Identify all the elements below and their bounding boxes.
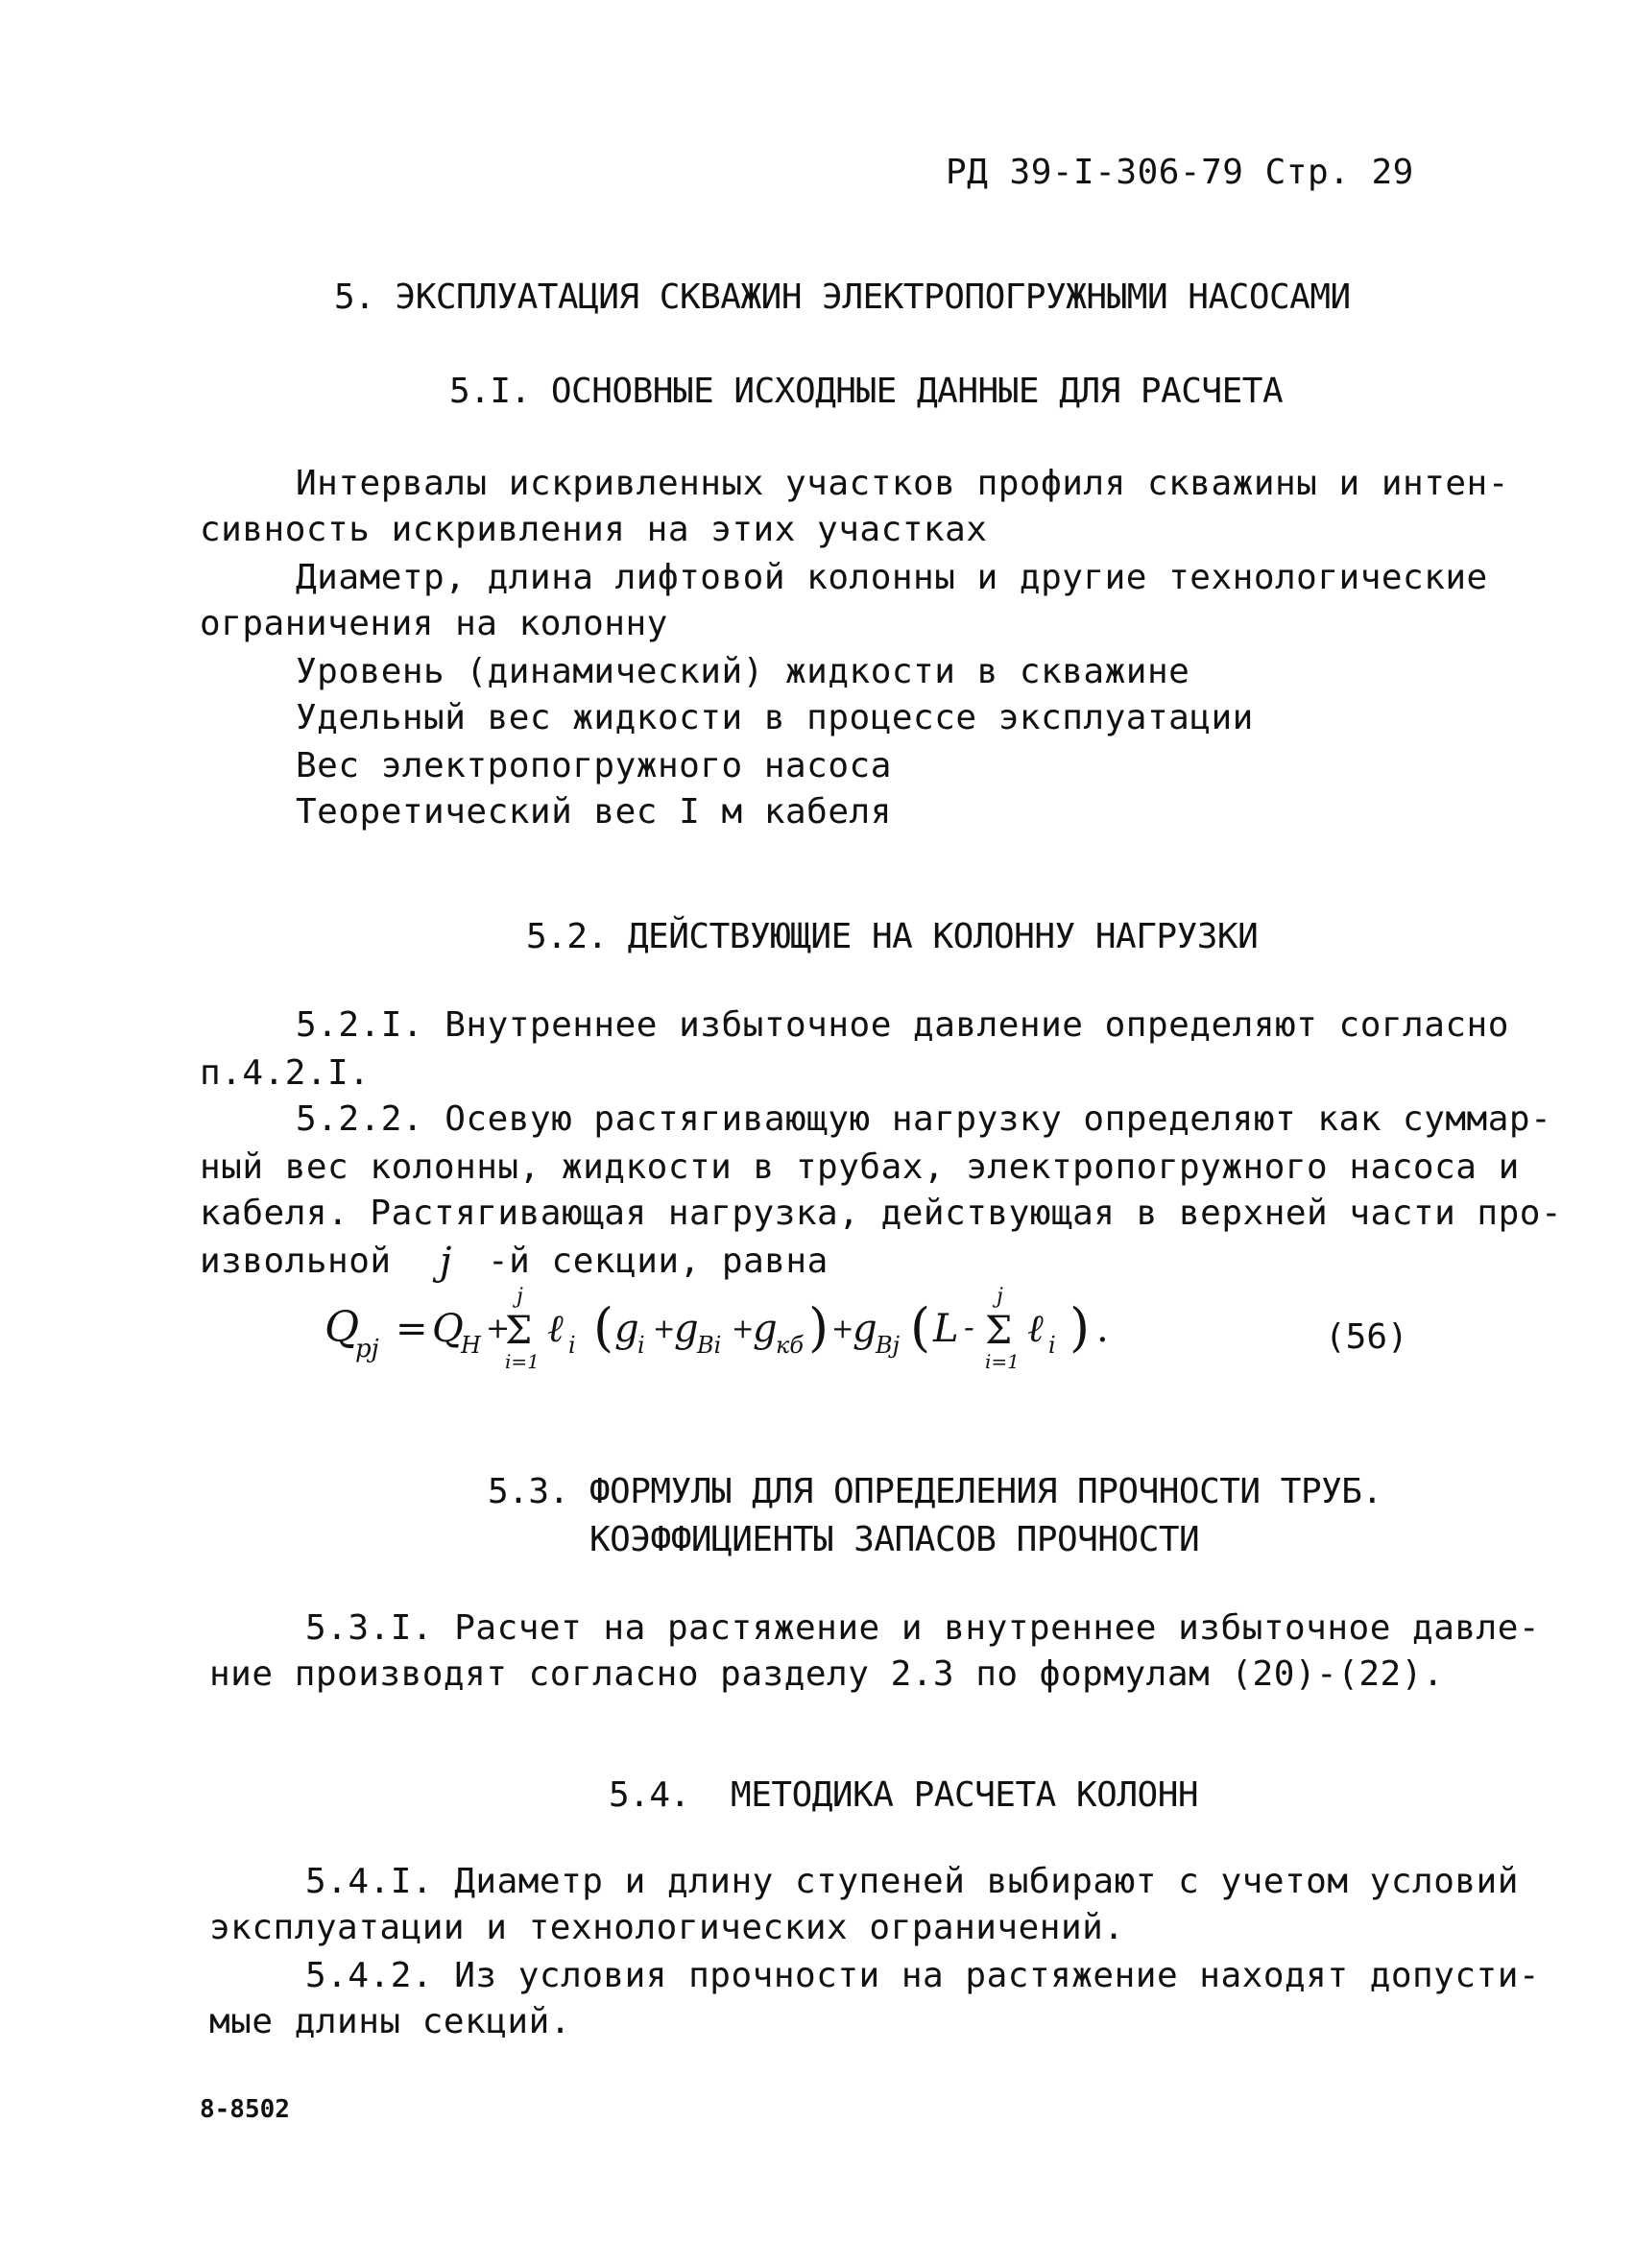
section-5-1-title: 5.I. ОСНОВНЫЕ ИСХОДНЫЕ ДАННЫЕ ДЛЯ РАСЧЕТА xyxy=(449,372,1284,411)
formula-minus: - xyxy=(964,1309,974,1345)
paragraph-line: Вес электропогружного насоса xyxy=(296,746,892,785)
formula-g1: g xyxy=(614,1307,639,1351)
equation-number: (56) xyxy=(1325,1317,1408,1357)
formula-g2: g xyxy=(674,1307,699,1351)
paragraph-line: извольной xyxy=(200,1242,392,1281)
formula-L: L xyxy=(933,1307,959,1351)
paragraph-line: ние производят согласно разделу 2.3 по формулам (20)-(22). xyxy=(209,1654,1445,1694)
formula-l: ℓ xyxy=(547,1307,564,1351)
formula-qh-sub: H xyxy=(461,1332,481,1359)
section-5-2-title: 5.2. ДЕЙСТВУЮЩИЕ НА КОЛОННУ НАГРУЗКИ xyxy=(526,917,1259,956)
paragraph-line: Диаметр, длина лифтовой колонны и другие технологические xyxy=(296,558,1488,597)
formula-dot: . xyxy=(1096,1307,1109,1351)
paragraph-line: эксплуатации и технологических ограничений. xyxy=(209,1908,1125,1947)
paragraph-line: 5.2.I. Внутреннее избыточное давление определяют согласно xyxy=(296,1005,1509,1045)
doc-reference: РД 39-I-306-79 Стр. 29 xyxy=(946,153,1414,192)
section-5-title: 5. ЭКСПЛУАТАЦИЯ СКВАЖИН ЭЛЕКТРОПОГРУЖНЫМИ НАСОСАМИ xyxy=(334,277,1351,317)
formula-plus: + xyxy=(653,1313,676,1344)
section-5-4-title: 5.4. МЕТОДИКА РАСЧЕТА КОЛОНН xyxy=(609,1775,1199,1815)
formula-g4-sub: Bj xyxy=(876,1332,901,1359)
formula-sigma-2-bottom: i=1 xyxy=(985,1350,1020,1373)
paragraph-line: -й секции, равна xyxy=(488,1242,829,1281)
print-code: 8-8502 xyxy=(200,2095,290,2124)
paragraph-line: п.4.2.I. xyxy=(200,1053,371,1093)
paragraph-line: Уровень (динамический) жидкости в скважине xyxy=(296,652,1190,691)
formula-close-paren-2: ) xyxy=(1069,1297,1091,1358)
paragraph-line: Теоретический вес I м кабеля xyxy=(296,792,892,832)
formula-g3-sub: кб xyxy=(776,1332,804,1359)
formula-sigma: Σ xyxy=(505,1309,533,1353)
formula-lhs: Q xyxy=(324,1303,360,1352)
formula-sigma-2-top: j xyxy=(997,1285,1003,1309)
formula-l-2-sub: i xyxy=(1048,1332,1056,1359)
formula-56 xyxy=(317,1282,1229,1397)
formula-plus: + xyxy=(486,1312,511,1345)
paragraph-line: Интервалы искривленных участков профиля скважины и интен- xyxy=(296,464,1509,503)
formula-l-2: ℓ xyxy=(1027,1307,1044,1351)
section-5-3-title-line2: КОЭФФИЦИЕНТЫ ЗАПАСОВ ПРОЧНОСТИ xyxy=(589,1520,1200,1559)
paragraph-line: 5.4.2. Из условия прочности на растяжение находят допусти- xyxy=(305,1956,1541,1995)
formula-g3: g xyxy=(753,1307,778,1351)
paragraph-line: 5.2.2. Осевую растягивающую нагрузку определяют как суммар- xyxy=(296,1099,1552,1139)
formula-close-paren: ) xyxy=(808,1297,829,1358)
paragraph-line: Удельный вес жидкости в процессе эксплуатации xyxy=(296,698,1254,737)
paragraph-line: 5.3.I. Расчет на растяжение и внутреннее избыточное давле- xyxy=(305,1608,1541,1648)
paragraph-line: кабеля. Растягивающая нагрузка, действующая в верхней части про- xyxy=(200,1194,1563,1233)
formula-l-sub: i xyxy=(568,1332,576,1359)
formula-g4: g xyxy=(853,1307,877,1351)
paragraph-line: мые длины секций. xyxy=(209,2002,571,2041)
formula-open-paren-2: ( xyxy=(910,1297,931,1358)
formula-sigma-2: Σ xyxy=(985,1309,1013,1353)
formula-g2-sub: Bi xyxy=(697,1332,722,1359)
paragraph-line: ный вес колонны, жидкости в трубах, электропогружного насоса и xyxy=(200,1147,1520,1187)
paragraph-line: ограничения на колонну xyxy=(200,604,668,643)
formula-qh: Q xyxy=(432,1307,464,1351)
paragraph-line: 5.4.I. Диаметр и длину ступеней выбирают с учетом условий xyxy=(305,1862,1519,1901)
formula-eq: = xyxy=(396,1307,428,1351)
section-5-3-title-line1: 5.3. ФОРМУЛЫ ДЛЯ ОПРЕДЕЛЕНИЯ ПРОЧНОСТИ ТРУБ. xyxy=(488,1472,1382,1511)
formula-g1-sub: i xyxy=(637,1332,645,1359)
paragraph-line: сивность искривления на этих участках xyxy=(200,510,988,549)
formula-sigma-top: j xyxy=(517,1285,523,1309)
formula-lhs-sub: pj xyxy=(355,1335,379,1363)
formula-plus: + xyxy=(831,1313,854,1344)
formula-svg xyxy=(317,1282,1229,1397)
formula-open-paren: ( xyxy=(593,1297,614,1358)
j-symbol: j xyxy=(440,1240,452,1284)
formula-plus: + xyxy=(732,1313,755,1344)
formula-sigma-bottom: i=1 xyxy=(505,1350,540,1373)
